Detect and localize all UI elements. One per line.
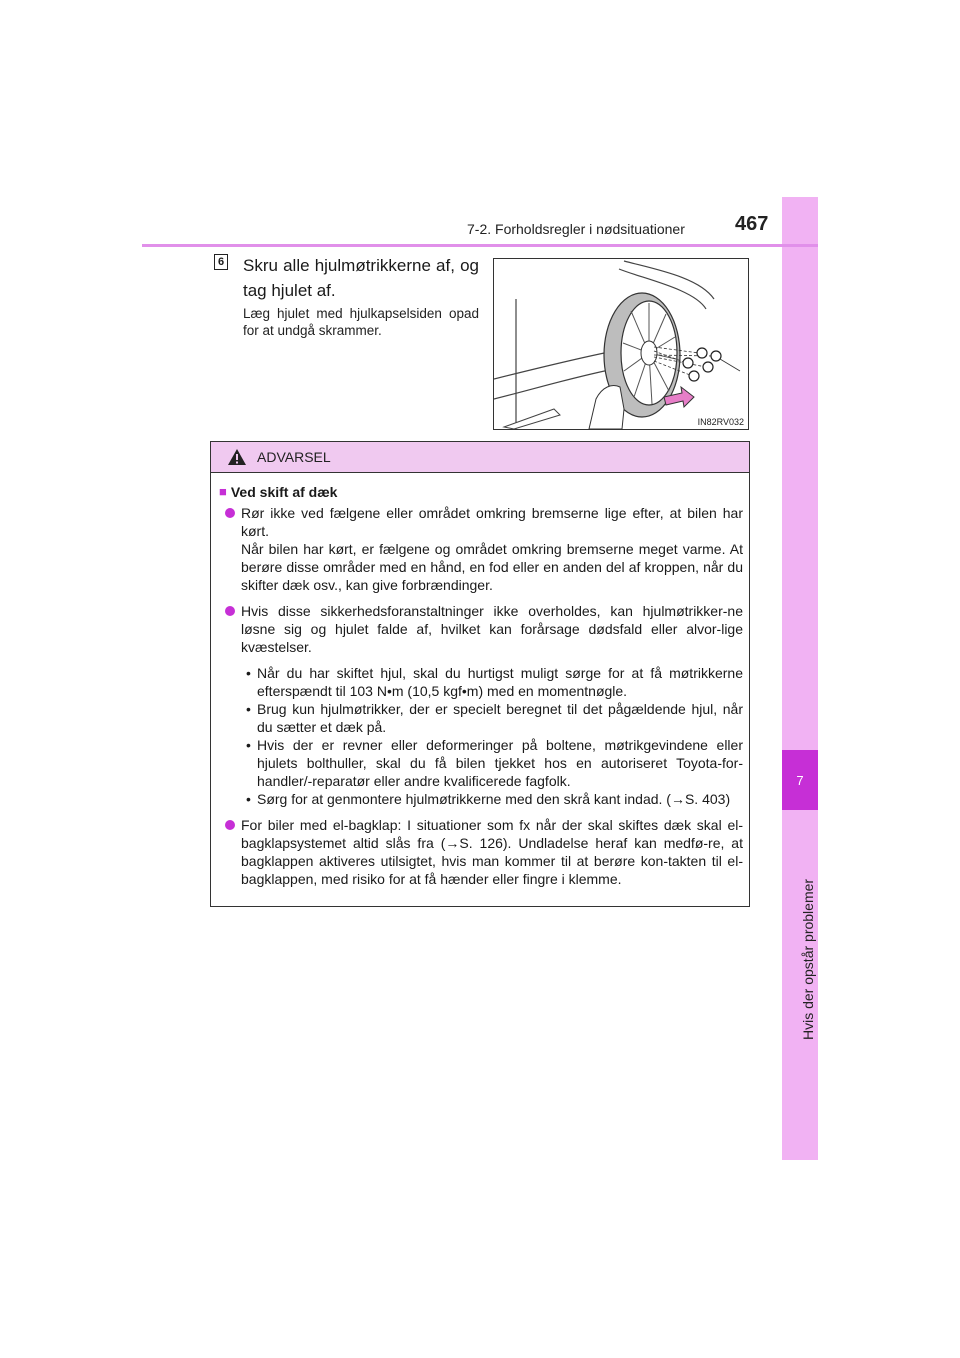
sub-item-text: Når du har skiftet hjul, skal du hurtigst muligt sørge for at få møtrikkerne efterspændt til 103 N•m (10,5 kgf•m) med en momentnøgle.: [257, 665, 743, 699]
warning-box: [210, 441, 750, 907]
wheel-drawing: [494, 259, 748, 429]
warning-heading-text: Ved skift af dæk: [230, 484, 338, 500]
sub-list: [241, 664, 743, 808]
bullet-dot-icon: [225, 606, 235, 616]
chapter-title: Hvis der opstår problemer: [800, 878, 816, 1040]
bullet-text: For biler med el-bagklap: I situationer som fx når der skal skiftes dæk skal el-bagklapsystemet altid slås fra (→S. 126). Undladelse heraf kan medfø-re, at bagklappen aktiveres utilsigtet, hvis man kommer til at berøre kon-takten til el-bagklappen, med risiko for at få hænder eller fingre i klemme.: [241, 817, 743, 887]
warning-body: [211, 473, 749, 888]
image-code: IN82RV032: [697, 417, 744, 427]
square-bullet-icon: ■: [219, 484, 227, 499]
sub-list-item: • Når du har skiftet hjul, skal du hurtigst muligt sørge for at få møtrikkerne efterspændt til 103 N•m (10,5 kgf•m) med en momentnøgle.: [246, 665, 743, 699]
chapter-number: 7: [782, 750, 818, 810]
warning-bullet: [219, 504, 743, 594]
step-note: Læg hjulet med hjulkapselsiden opad for at undgå skrammer.: [243, 306, 479, 338]
sub-list-item: • Brug kun hjulmøtrikker, der er specielt beregnet til det pågældende hjul, når du sætter et dæk på.: [246, 701, 743, 735]
section-title: 7-2. Forholdsregler i nødsituationer: [467, 221, 685, 237]
warning-bullet: [219, 816, 743, 888]
warning-header: [211, 442, 749, 473]
sub-item-text: Hvis der er revner eller deformeringer på boltene, møtrikgevindene eller hjulets bolthuller, skal du få bilen tjekket hos en autoriseret Toyota-for-handler/-reparatør eller andre kvalificerede fagfolk.: [257, 737, 743, 789]
page-number: 467: [735, 213, 769, 235]
header-rule: [142, 244, 818, 247]
bullet-text: Hvis disse sikkerhedsforanstaltninger ikke overholdes, kan hjulmøtrikker-ne løsne sig og hjulet falde af, hvilket kan forårsage dødsfald eller alvor-lige kvæstelser.: [241, 603, 743, 655]
warning-bullet: [219, 602, 743, 808]
bullet-dot-icon: [225, 820, 235, 830]
step-title: Skru alle hjulmøtrikkerne af, og tag hjulet af.: [243, 256, 479, 300]
bullet-text-continued: Når bilen har kørt, er fælgene og området omkring bremserne meget varme. At berøre disse områder med en hånd, en fod eller en anden del af kroppen, når du skifter dæk osv., kan give forbrændinger.: [241, 541, 743, 593]
bullet-text: Rør ikke ved fælgene eller området omkring bremserne lige efter, at bilen har kørt.: [241, 505, 743, 539]
warning-triangle-icon: [227, 448, 247, 466]
sub-list-item: • Sørg for at genmontere hjulmøtrikkerne med den skrå kant indad. (→S. 403): [246, 791, 731, 807]
wheel-removal-illustration: [493, 258, 749, 430]
warning-heading: [219, 483, 743, 501]
step-number-badge: 6: [214, 254, 228, 270]
sub-item-text: Brug kun hjulmøtrikker, der er specielt beregnet til det pågældende hjul, når du sætter et dæk på.: [257, 701, 743, 735]
sub-item-text: Sørg for at genmontere hjulmøtrikkerne med den skrå kant indad. (→S. 403): [257, 791, 731, 807]
sub-list-item: • Hvis der er revner eller deformeringer på boltene, møtrikgevindene eller hjulets bolthuller, skal du få bilen tjekket hos en autoriseret Toyota-for-handler/-reparatør eller andre kvalificerede fagfolk.: [246, 737, 743, 789]
bullet-dot-icon: [225, 508, 235, 518]
warning-label: ADVARSEL: [257, 449, 331, 465]
